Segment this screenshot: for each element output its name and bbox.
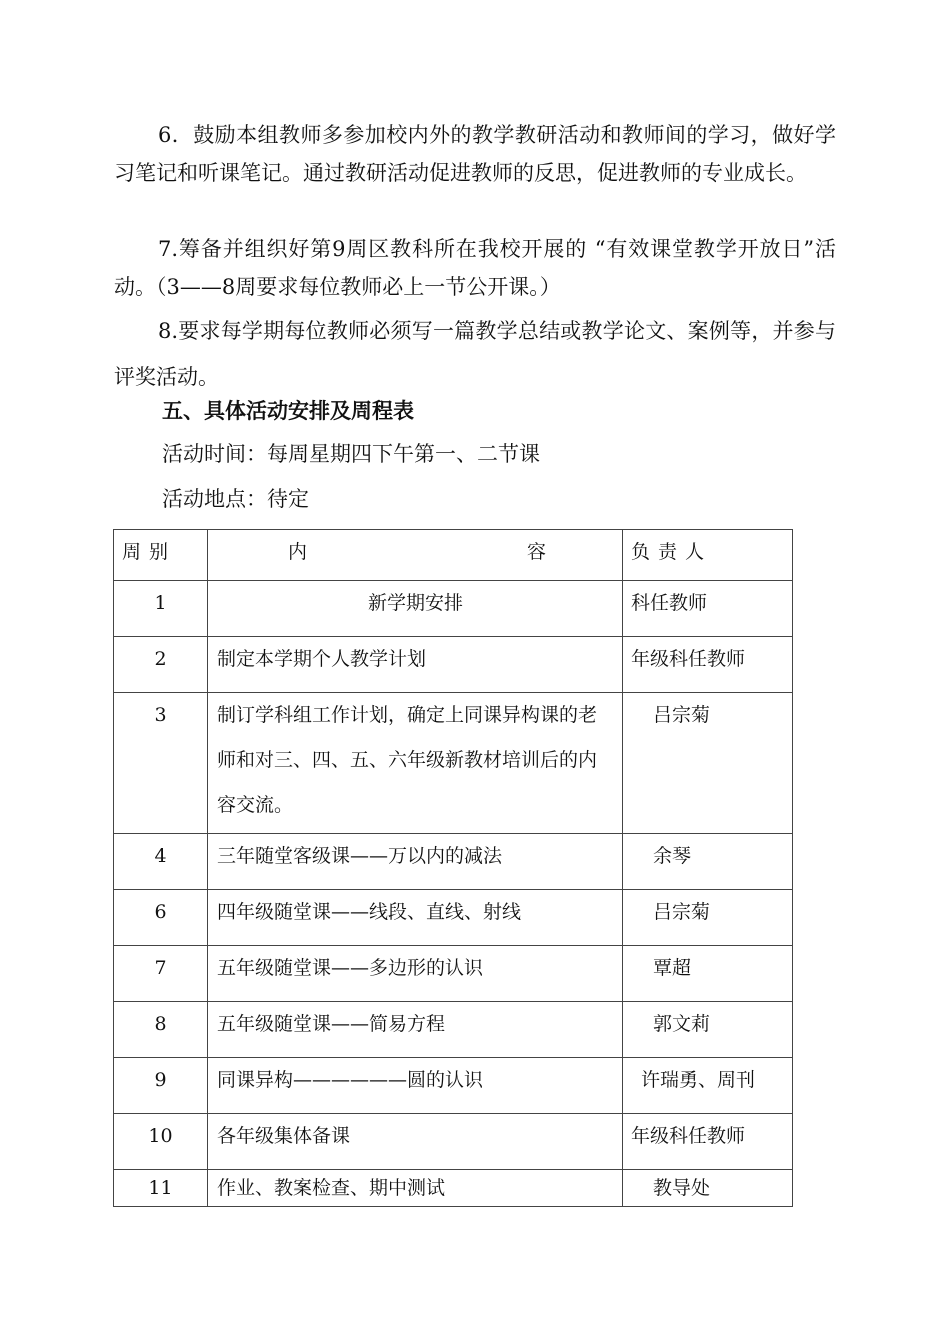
table-row <box>114 1058 793 1114</box>
header-content-b: 容 <box>526 541 546 563</box>
header-week: 周别 <box>114 530 208 581</box>
content-cell: 新学期安排 <box>208 581 623 637</box>
activity-time: 活动时间：每周星期四下午第一、二节课 <box>162 442 540 466</box>
content-cell: 制定本学期个人教学计划 <box>208 637 623 693</box>
content-cell: 同课异构——————圆的认识 <box>208 1058 623 1114</box>
week-cell: 3 <box>114 693 208 834</box>
content-cell: 四年级随堂课——线段、直线、射线 <box>208 890 623 946</box>
owner-cell: 郭文莉 <box>623 1002 793 1058</box>
week-cell: 2 <box>114 637 208 693</box>
week-cell: 9 <box>114 1058 208 1114</box>
table-row <box>114 834 793 890</box>
week-cell: 10 <box>114 1114 208 1170</box>
header-content-a: 内 <box>288 541 308 563</box>
paragraph-6: 6．鼓励本组教师多参加校内外的教学教研活动和教师间的学习，做好学习笔记和听课笔记。通过教研活动促进教师的反思，促进教师的专业成长。 <box>114 123 836 185</box>
owner-cell: 吕宗菊 <box>623 693 793 834</box>
header-content <box>208 530 623 581</box>
table-row <box>114 1170 793 1207</box>
content-cell: 制订学科组工作计划，确定上同课异构课的老师和对三、四、五、六年级新教材培训后的内容交流。 <box>208 693 623 834</box>
table-row <box>114 637 793 693</box>
table-row <box>114 890 793 946</box>
paragraph-8: 8.要求每学期每位教师必须写一篇教学总结或教学论文、案例等，并参与评奖活动。 <box>114 319 836 389</box>
content-cell: 五年级随堂课——多边形的认识 <box>208 946 623 1002</box>
section-heading: 五、具体活动安排及周程表 <box>162 398 414 423</box>
schedule-table <box>113 529 793 1207</box>
owner-cell: 吕宗菊 <box>623 890 793 946</box>
content-cell: 五年级随堂课——简易方程 <box>208 1002 623 1058</box>
owner-cell: 年级科任教师 <box>623 1114 793 1170</box>
owner-cell: 覃超 <box>623 946 793 1002</box>
table-header-row <box>114 530 793 581</box>
content-cell: 作业、教案检查、期中测试 <box>208 1170 623 1207</box>
table-row <box>114 693 793 834</box>
owner-cell: 许瑞勇、周刊 <box>623 1058 793 1114</box>
content-cell: 各年级集体备课 <box>208 1114 623 1170</box>
table-row <box>114 1114 793 1170</box>
paragraph-7: 7.筹备并组织好第9周区教科所在我校开展的 “有效课堂教学开放日”活动。（3——8周要求每位教师必上一节公开课。） <box>114 237 836 299</box>
owner-cell: 教导处 <box>623 1170 793 1207</box>
content-cell: 三年随堂客级课——万以内的减法 <box>208 834 623 890</box>
table-row <box>114 1002 793 1058</box>
week-cell: 4 <box>114 834 208 890</box>
owner-cell: 科任教师 <box>623 581 793 637</box>
week-cell: 1 <box>114 581 208 637</box>
owner-cell: 年级科任教师 <box>623 637 793 693</box>
week-cell: 7 <box>114 946 208 1002</box>
header-owner: 负责人 <box>623 530 793 581</box>
week-cell: 6 <box>114 890 208 946</box>
table-row <box>114 946 793 1002</box>
table-row <box>114 581 793 637</box>
week-cell: 11 <box>114 1170 208 1207</box>
activity-place: 活动地点：待定 <box>162 487 309 511</box>
owner-cell: 余琴 <box>623 834 793 890</box>
week-cell: 8 <box>114 1002 208 1058</box>
